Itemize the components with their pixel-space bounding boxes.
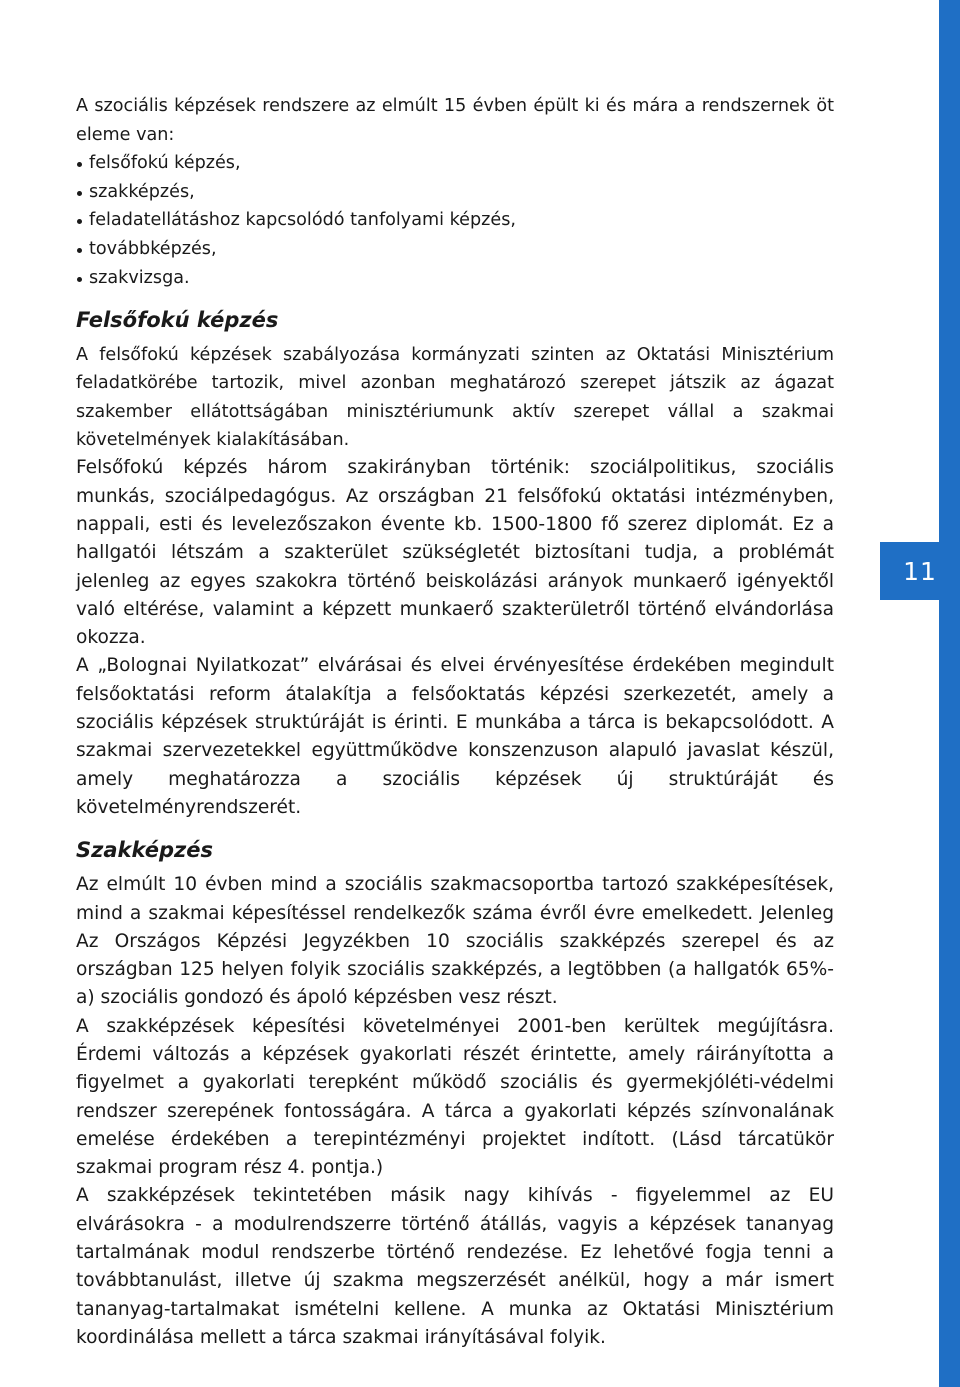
section-title-higher-education: Felsőfokú képzés xyxy=(76,308,279,333)
list-item: továbbképzés, xyxy=(76,235,834,264)
paragraph: Felsőfokú képzés három szakirányban történik: szociálpolitikus, szociális munkás, szociálpedagógus. Az országban 21 felsőfokú oktatási intézményben, nappali, esti és levelezőszakon évente kb. 1500-1800 fő szerez diplomát. Ez a hallgatói létszám a szakterület szükségletét biztosítani tudja, a problémát jelenleg az egyes szakokra történő beiskolázási arányok munkaerő igényektől való eltérése, valamint a képzett munkaerő szakterületről történő elvándorlása okozza. xyxy=(76,457,834,649)
paragraph: A szakképzések tekintetében másik nagy kihívás - figyelemmel az EU elvárásokra - a modulrendszerre történő átállás, vagyis a képzések tananyag tartalmának modul rendszerbe történő rendezése. Ez lehetővé fogja tenni a továbbtanulást, illetve új szakma megszerzését anélkül, hogy a már ismert tananyag-tartalmakat ismételni kellene. A munka az Oktatási Minisztérium koordinálása mellett a tárca szakmai irányításával folyik. xyxy=(76,1185,834,1348)
page-number: 11 xyxy=(880,542,960,600)
list-item: felsőfokú képzés, xyxy=(76,149,834,178)
list-item: szakképzés, xyxy=(76,178,834,207)
paragraph: A „Bolognai Nyilatkozat” elvárásai és elvei érvényesítése érdekében megindult felsőoktatási reform átalakítja a felsőoktatás képzési szerkezetét, amely a szociális képzések struktúráját is érinti. E munkába a tárca is bekapcsolódott. A szakmai szervezetekkel együttműködve konszenzuson alapuló javaslat készül, amely meghatározza a szociális képzések új struktúráját és követelményrendszerét. xyxy=(76,655,834,818)
side-color-strip xyxy=(939,0,960,1387)
paragraph: A felsőfokú képzések szabályozása kormányzati szinten az Oktatási Minisztérium feladatkörébe tartozik, mivel azonban meghatározó szerepet játszik az ágazat szakember ellátottságában minisztériumunk aktív szerepet vállal a szakmai követelmények kialakításában. xyxy=(76,345,834,451)
paragraph: Az elmúlt 10 évben mind a szociális szakmacsoportba tartozó szakképesítések, mind a szakmai képesítéssel rendelkezők száma évről évre emelkedett. Jelenleg Az Országos Képzési Jegyzékben 10 szociális szakképzés szerepel és az országban 125 helyen folyik szociális szakképzés, a legtöbben (a hallgatók 65%-a) szociális gondozó és ápoló képzésben vesz részt. xyxy=(76,874,834,1009)
list-item: feladatellátáshoz kapcsolódó tanfolyami képzés, xyxy=(76,206,834,235)
section-title-vocational-training: Szakképzés xyxy=(76,838,213,863)
list-item: szakvizsga. xyxy=(76,264,834,293)
page-content xyxy=(76,92,834,1352)
intro-text: A szociális képzések rendszere az elmúlt 15 évben épült ki és mára a rendszernek öt eleme van: xyxy=(76,96,834,145)
paragraph: A szakképzések képesítési követelményei 2001-ben kerültek megújításra. Érdemi változás a képzések gyakorlati részét érintette, amely ráirányította a figyelmet a gyakorlati terepként működő szociális és gyermekjóléti-védelmi rendszer szerepének fontosságára. A tárca a gyakorlati képzés színvonalának emelése érdekében a terepintézményi projektet indított. (Lásd tárcatükör szakmai program rész 4. pontja.) xyxy=(76,1015,834,1179)
training-elements-list xyxy=(76,149,834,292)
